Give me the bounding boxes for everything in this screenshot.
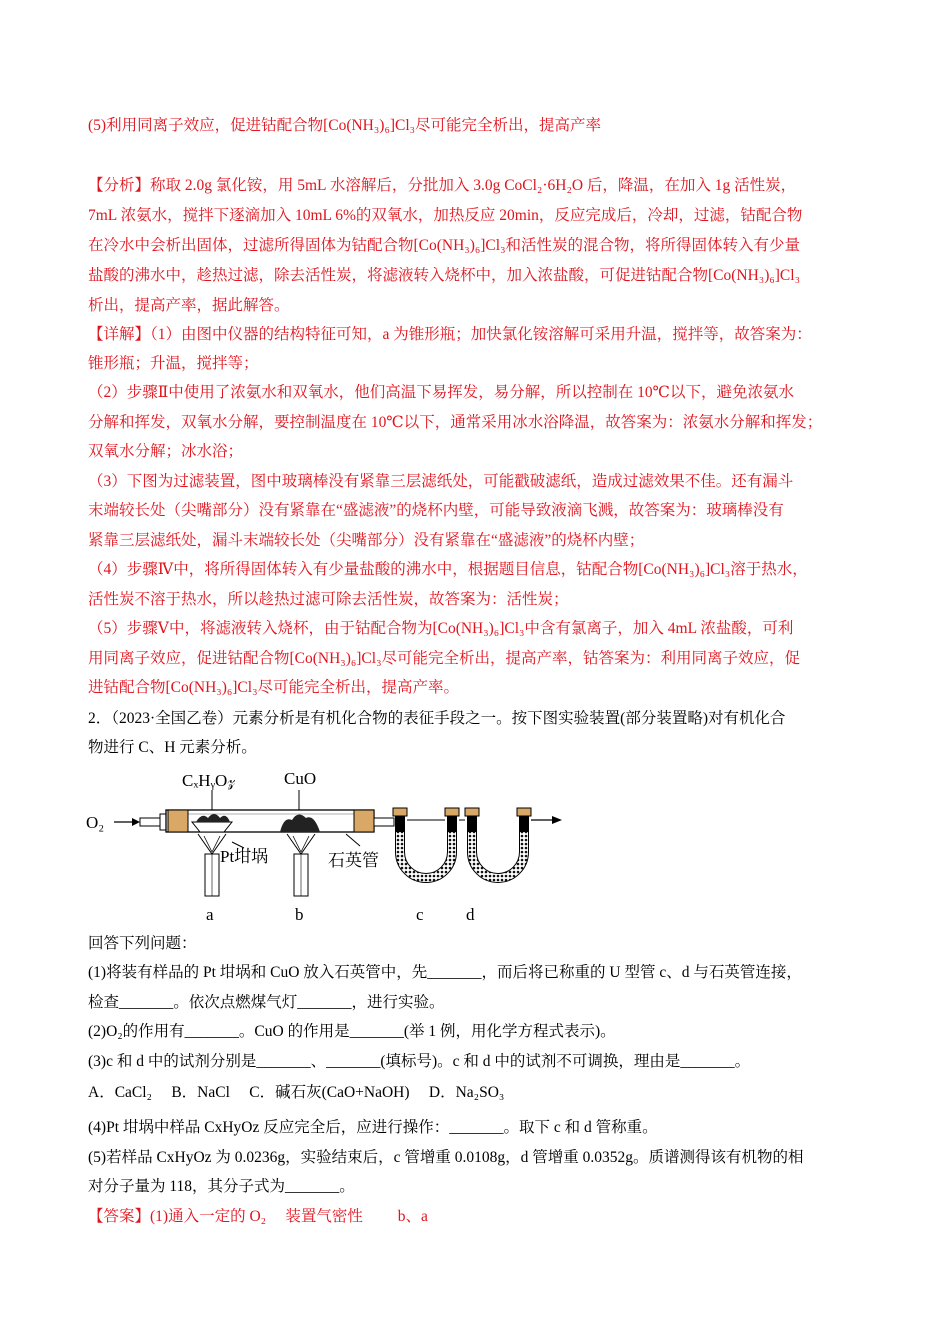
detail-line: 紧靠三层滤纸处，漏斗末端较长处（尖嘴部分）没有紧靠在“盛滤液”的烧杯内壁； [88, 532, 645, 549]
outlet-arrowhead [552, 816, 562, 824]
detail-line: 锥形瓶；升温，搅拌等； [88, 355, 259, 372]
u-tube-d-stopper [517, 808, 531, 816]
detail-line: 双氧水分解；冰水浴； [88, 443, 244, 460]
question-stem-line: 物进行 C、H 元素分析。 [88, 739, 257, 756]
inlet-tube [140, 818, 160, 826]
label-o2: O₂ [86, 813, 105, 832]
apparatus-figure [84, 762, 564, 928]
question-line: (2)O₂的作用有_______。CuO 的作用是_______(举 1 例，用化学方程式表示)。 [88, 1023, 616, 1040]
question-options: A．CaCl₂ B．NaCl C．碱石灰(CaO+NaOH) D．Na₂SO₃ [88, 1084, 505, 1101]
question-stem-line: 2．（2023·全国乙卷）元素分析是有机化合物的表征手段之一。按下图实验装置(部分装置略)对有机化合 [88, 710, 786, 727]
flame-b [287, 834, 315, 854]
detail-line: 【详解】（1）由图中仪器的结构特征可知，a 为锥形瓶；加快氯化铵溶解可采用升温，搅拌等，故答案为： [88, 326, 812, 343]
detail-line: 进钴配合物[Co(NH₃)₆]Cl₃尽可能完全析出，提高产率。 [88, 679, 459, 696]
u-tube-c-reagent [400, 832, 452, 878]
detail-line: （3）下图为过滤装置，图中玻璃棒没有紧靠三层滤纸处，可能戳破滤纸，造成过滤效果不佳。还有漏斗 [88, 473, 794, 490]
u-tube-c-stopper [393, 808, 407, 816]
label-c: c [416, 905, 424, 924]
label-b: b [295, 905, 304, 924]
stopper-right [354, 810, 374, 832]
detail-line: （2）步骤Ⅱ中使用了浓氨水和双氧水，他们高温下易挥发，易分解，所以控制在 10℃以下，避免浓氨水 [88, 384, 795, 401]
question-line: 对分子量为 118，其分子式为_______。 [88, 1178, 355, 1195]
label-d: d [466, 905, 475, 924]
answer-part5-prev: (5)利用同离子效应，促进钴配合物[Co(NH₃)₆]Cl₃尽可能完全析出，提高产率 [88, 117, 602, 134]
question-line: (1)将装有样品的 Pt 坩埚和 CuO 放入石英管中，先_______，而后将已称重的 U 型管 c、d 与石英管连接， [88, 964, 802, 981]
detail-line: 末端较长处（尖嘴部分）没有紧靠在“盛滤液”的烧杯内壁，可能导致液滴飞溅，故答案为：玻璃棒没有 [88, 502, 784, 519]
question-line: (5)若样品 CxHyOz 为 0.0236g，实验结束后，c 管增重 0.0108g，d 管增重 0.0352g。质谱测得该有机物的相 [88, 1149, 804, 1166]
answer-line: 【答案】(1)通入一定的 O₂ 装置气密性 b、a [88, 1208, 428, 1225]
question-line: 回答下列问题： [88, 935, 197, 952]
analysis-line: 析出，提高产率，据此解答。 [88, 297, 290, 314]
label-cuo: CuO [284, 769, 317, 788]
detail-line: （4）步骤Ⅳ中，将所得固体转入有少量盐酸的沸水中，根据题目信息，钴配合物[Co(NH₃)₆]Cl₃溶于热水， [88, 561, 808, 578]
analysis-line: 【分析】称取 2.0g 氯化铵，用 5mL 水溶解后，分批加入 3.0g CoCl₂·6H₂O 后，降温，在加入 1g 活性炭， [88, 177, 797, 194]
detail-line: 活性炭不溶于热水，所以趁热过滤可除去活性炭，故答案为：活性炭； [88, 591, 569, 608]
stopper-left [168, 810, 188, 832]
analysis-line: 盐酸的沸水中，趁热过滤，除去活性炭，将滤液转入烧杯中，加入浓盐酸，可促进钴配合物[Co(NH₃)₆]Cl₃ [88, 267, 800, 284]
connector-tube [374, 818, 394, 826]
label-pt-crucible: Pt坩埚 [220, 847, 269, 866]
u-tube-d-stopper [465, 808, 479, 816]
leader-line [346, 834, 360, 846]
question-line: (4)Pt 坩埚中样品 CxHyOz 反应完全后，应进行操作：_______。取下 c 和 d 管称重。 [88, 1119, 658, 1136]
analysis-line: 在冷水中会析出固体，过滤所得固体为钴配合物[Co(NH₃)₆]Cl₃和活性炭的混合物，将所得固体转入有少量 [88, 237, 800, 254]
label-quartz-tube: 石英管 [328, 851, 379, 870]
inlet-fitting [160, 814, 166, 830]
detail-line: 用同离子效应，促进钴配合物[Co(NH₃)₆]Cl₃尽可能完全析出，提高产率，钴答案为：利用同离子效应，促 [88, 650, 800, 667]
u-tube-c-stopper [445, 808, 459, 816]
label-sample: CₓHᵧO𝓏 [182, 771, 236, 790]
detail-line: （5）步骤Ⅴ中，将滤液转入烧杯，由于钴配合物为[Co(NH₃)₆]Cl₃中含有氯离子，加入 4mL 浓盐酸，可利 [88, 620, 794, 637]
inlet-arrowhead [132, 818, 140, 826]
u-tube-d-reagent [472, 832, 524, 878]
analysis-line: 7mL 浓氨水，搅拌下逐滴加入 10mL 6%的双氧水，加热反应 20min，反应完成后，冷却，过滤，钴配合物 [88, 207, 803, 224]
question-line: (3)c 和 d 中的试剂分别是_______、_______(填标号)。c 和 d 中的试剂不可调换，理由是_______。 [88, 1053, 751, 1070]
detail-line: 分解和挥发，双氧水分解，要控制温度在 10℃以下，通常采用冰水浴降温，故答案为：浓氨水分解和挥发； [88, 414, 823, 431]
label-a: a [206, 905, 214, 924]
question-line: 检查_______。依次点燃煤气灯_______，进行实验。 [88, 994, 445, 1011]
